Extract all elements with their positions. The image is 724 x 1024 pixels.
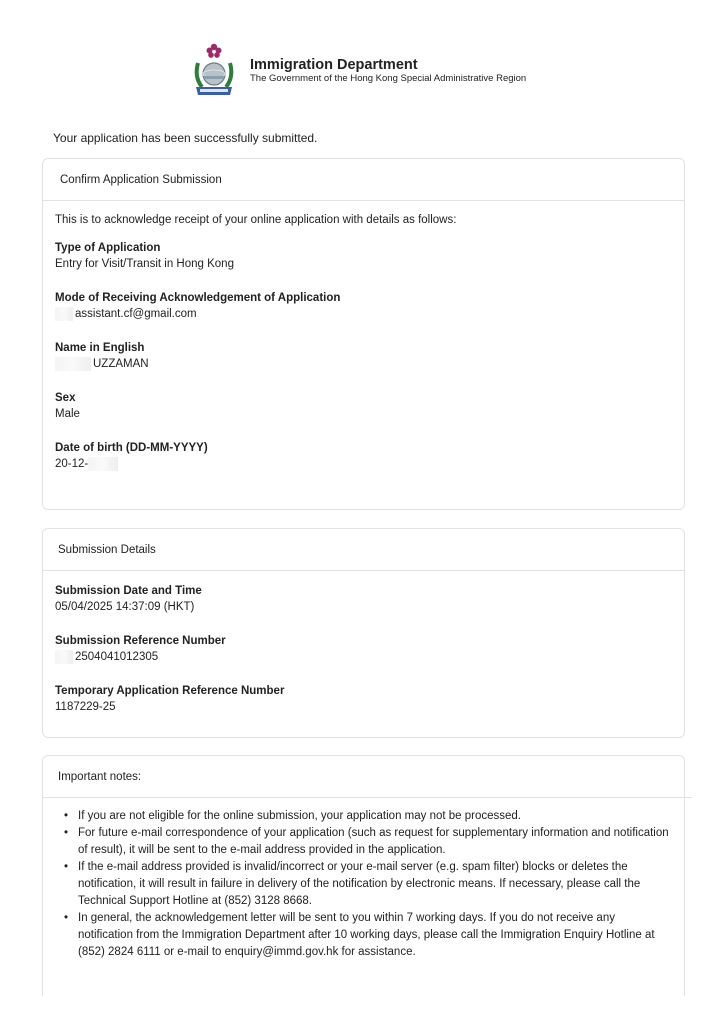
field-submission-datetime xyxy=(55,583,672,615)
field-value-row xyxy=(55,306,672,322)
redacted-area xyxy=(55,307,73,321)
field-type-of-application xyxy=(55,240,672,272)
redacted-area xyxy=(55,650,73,664)
field-label: Mode of Receiving Acknowledgement of Application xyxy=(55,292,341,304)
field-value: 05/04/2025 14:37:09 (HKT) xyxy=(55,601,195,613)
redacted-area xyxy=(55,357,91,371)
hk-immigration-crest-icon xyxy=(190,43,238,99)
field-acknowledgement-mode xyxy=(55,290,672,322)
field-value-row xyxy=(55,456,672,472)
field-temporary-reference xyxy=(55,683,672,715)
field-name-in-english xyxy=(55,340,672,372)
card-title: Confirm Application Submission xyxy=(43,159,684,201)
note-item: • If you are not eligible for the online submission, your application may not be processed. xyxy=(78,808,672,825)
field-date-of-birth xyxy=(55,440,672,472)
note-item: • If the e-mail address provided is invalid/incorrect or your e-mail server (e.g. spam filter) blocks or deletes the notification, it will result in failure in delivery of the notification by electronic means. If necessary, please call the Technical Support Hotline at (852) 3128 8668. xyxy=(78,859,672,910)
email-value: assistant.cf@gmail.com xyxy=(75,308,197,320)
card-title: Submission Details xyxy=(43,529,684,571)
field-submission-reference xyxy=(55,633,672,665)
dob-value: 20-12- xyxy=(55,458,89,470)
field-label: Type of Application xyxy=(55,242,161,254)
field-label: Name in English xyxy=(55,342,145,354)
field-label: Date of birth (DD-MM-YYYY) xyxy=(55,442,208,454)
field-value: Entry for Visit/Transit in Hong Kong xyxy=(55,258,234,270)
card-title: Important notes: xyxy=(43,756,692,798)
government-name: The Government of the Hong Kong Special Administrative Region xyxy=(250,73,527,84)
submission-status-message: Your application has been successfully submitted. xyxy=(53,131,318,145)
confirm-application-card xyxy=(42,158,685,510)
notes-list xyxy=(43,798,684,961)
submission-details-card xyxy=(42,528,685,738)
field-label: Submission Reference Number xyxy=(55,635,226,647)
name-value: UZZAMAN xyxy=(93,358,149,370)
field-value-row xyxy=(55,356,672,372)
page-header xyxy=(190,42,526,100)
field-value: 1187229-25 xyxy=(55,701,116,713)
field-label: Temporary Application Reference Number xyxy=(55,685,285,697)
field-sex xyxy=(55,390,672,422)
department-name: Immigration Department xyxy=(250,57,418,73)
important-notes-card xyxy=(42,755,685,996)
redacted-area xyxy=(88,457,118,471)
field-label: Sex xyxy=(55,392,76,404)
note-item: • In general, the acknowledgement letter will be sent to you within 7 working days. If you do not receive any notification from the Immigration Department after 10 working days, please call the Immigration Enquiry Hotline at (852) 2824 6111 or e-mail to enquiry@immd.gov.hk for assistance. xyxy=(78,910,672,961)
reference-value: 2504041012305 xyxy=(75,651,159,663)
field-value-row xyxy=(55,649,672,665)
acknowledgement-intro: This is to acknowledge receipt of your online application with details as follows: xyxy=(55,214,457,226)
field-value: Male xyxy=(55,408,80,420)
note-item: • For future e-mail correspondence of your application (such as request for supplementary information and notification of result), it will be sent to the e-mail address provided in the application. xyxy=(78,825,672,859)
field-label: Submission Date and Time xyxy=(55,585,202,597)
